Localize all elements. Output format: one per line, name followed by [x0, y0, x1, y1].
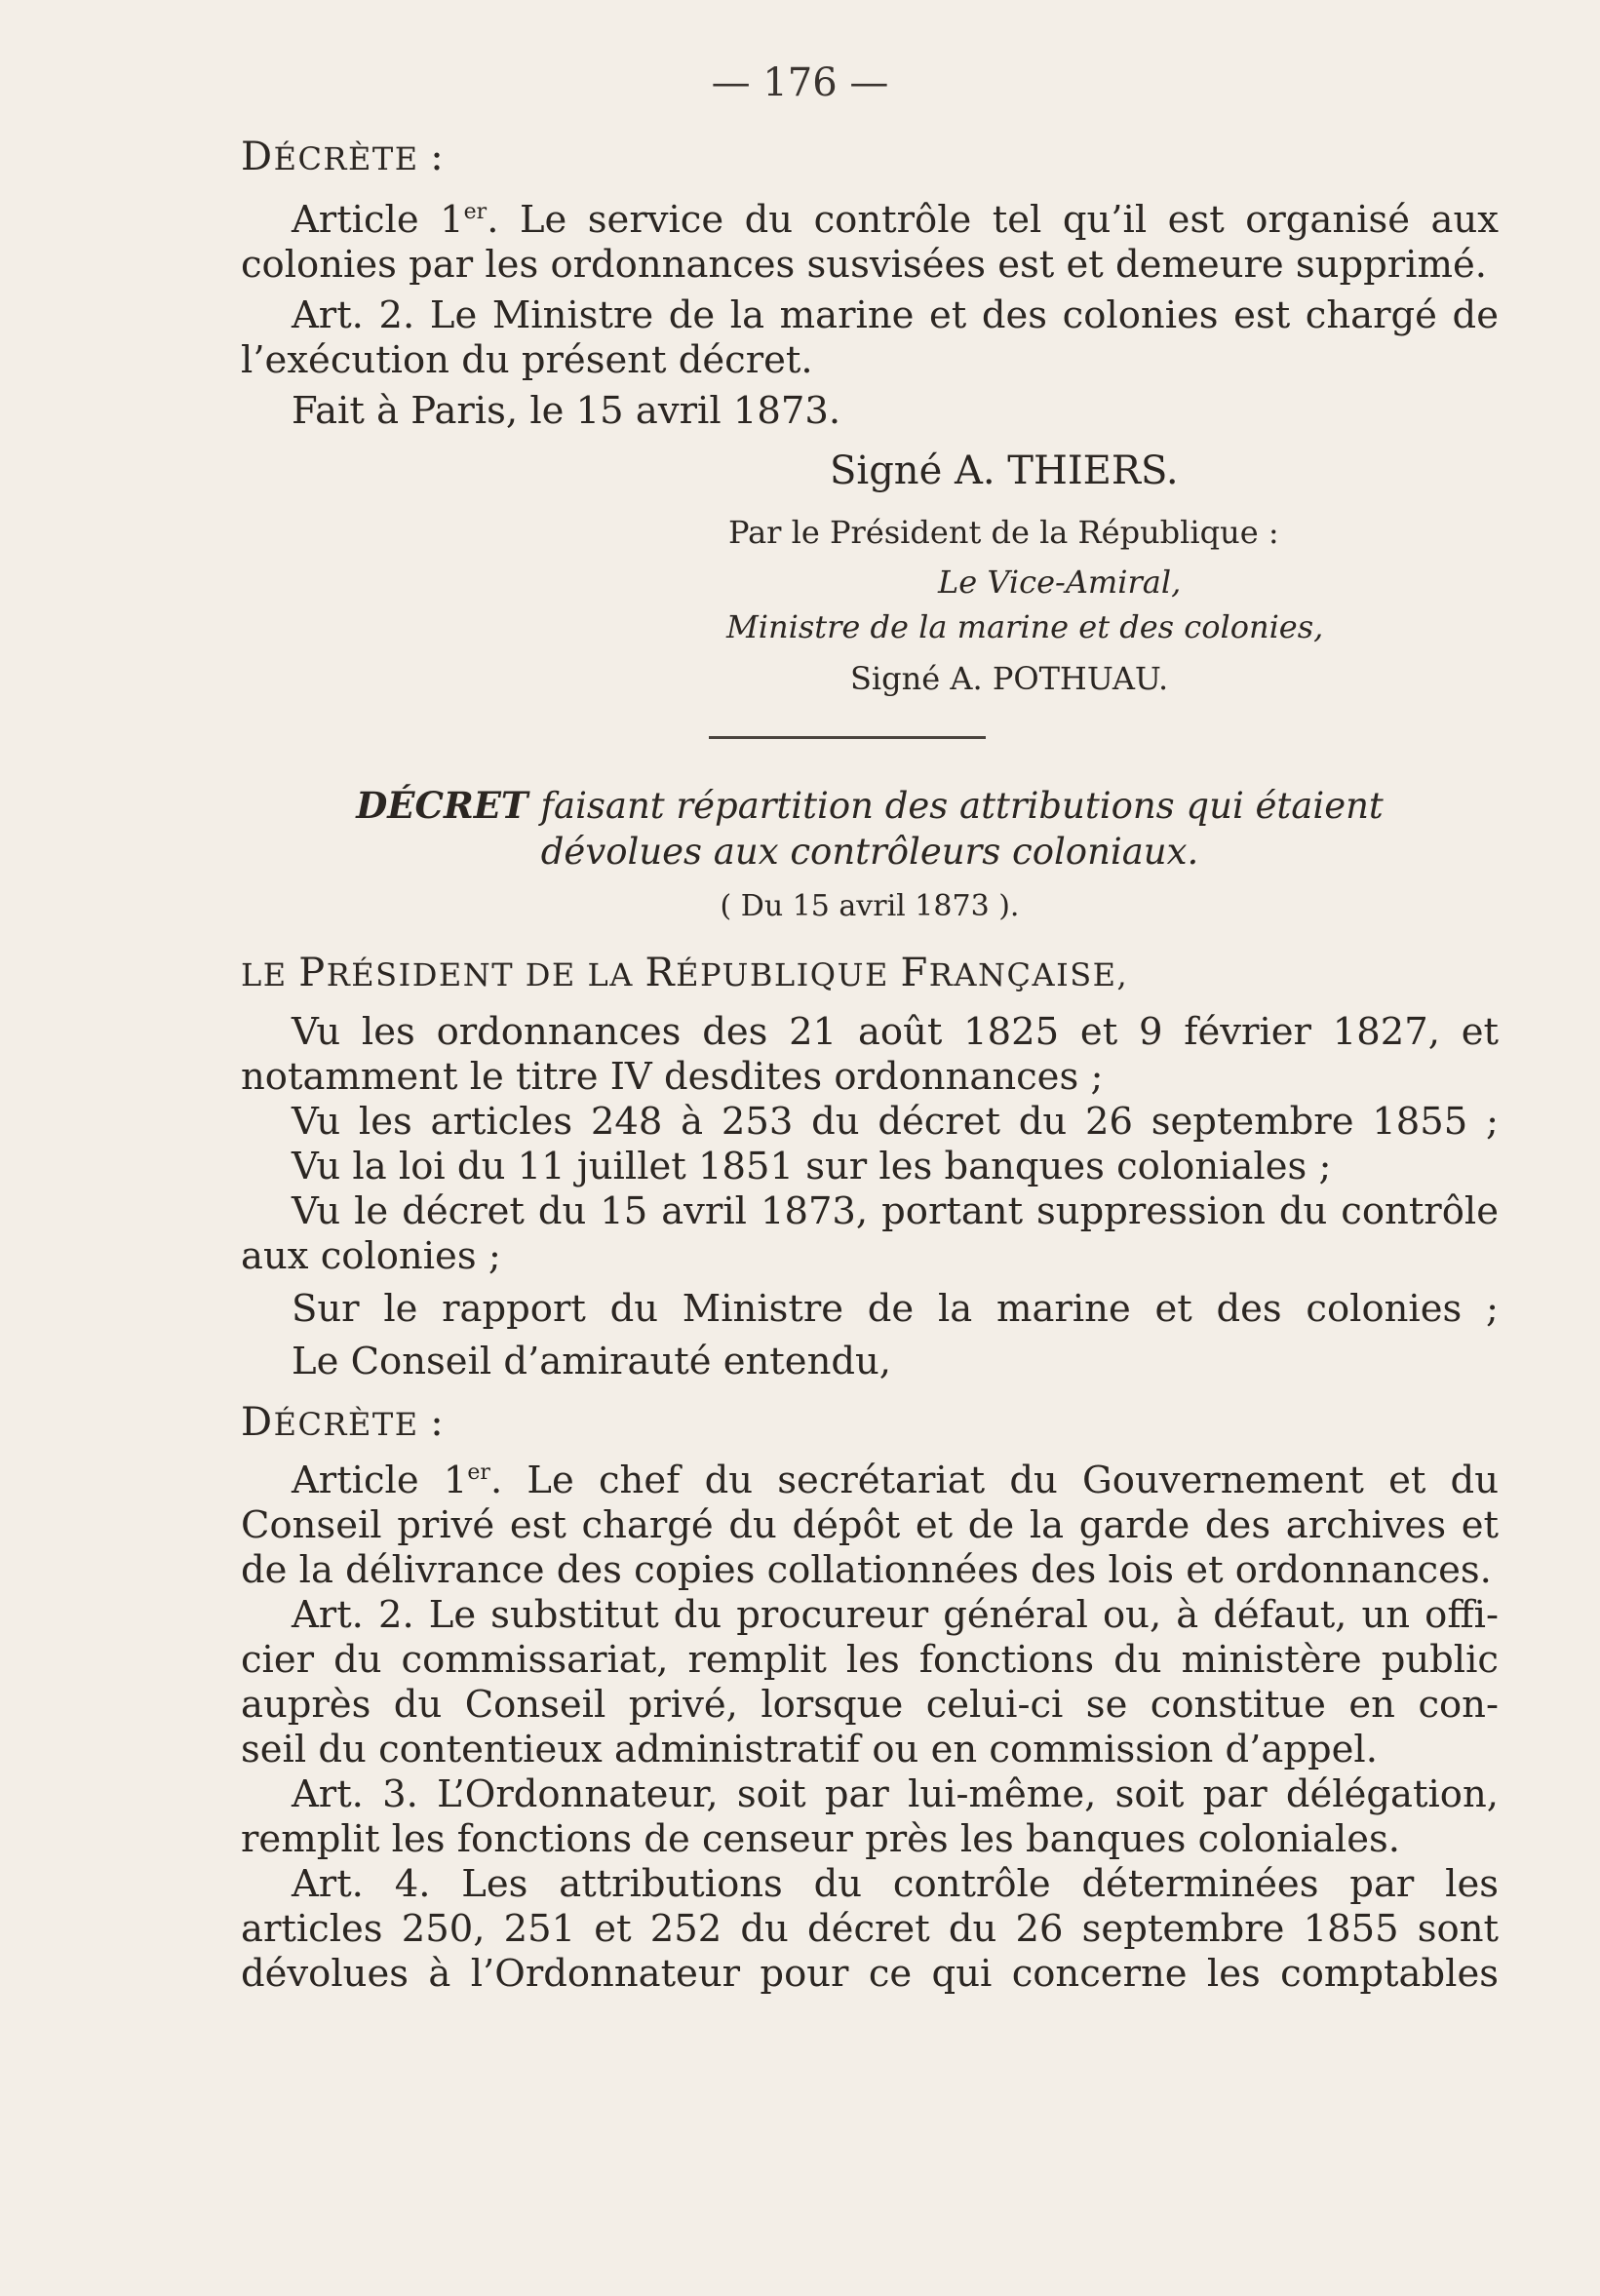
articles: [241, 1459, 1499, 1997]
text-line: Art. 2. Le substitut du procureur général ou, à défaut, un offi-: [292, 1593, 1499, 1637]
decree-title-line-2: dévolues aux contrôleurs coloniaux.: [540, 831, 1199, 873]
text-line: Sur le rapport du Ministre de la marine et des colonies ;: [292, 1287, 1499, 1331]
text-line: Art. 3. L’Ordonnateur, soit par lui-même, soit par délégation,: [292, 1772, 1499, 1816]
text-line: remplit les fonctions de censeur près les banques coloniales.: [241, 1817, 1401, 1861]
text-line: l’exécution du présent décret.: [241, 338, 813, 382]
decree-title-bold: DÉCRET: [356, 784, 528, 827]
vu-list: [241, 1010, 1499, 1384]
text-line: seil du contentieux administratif ou en commission d’appel.: [241, 1728, 1378, 1771]
article-1-top: [241, 198, 1499, 288]
text-line: de la délivrance des copies collationnées des lois et ordonnances.: [241, 1548, 1492, 1592]
fait-a-paris: [241, 389, 1499, 434]
text-line: Fait à Paris, le 15 avril 1873.: [292, 389, 841, 433]
text-line: Vu le décret du 15 avril 1873, portant suppression du contrôle: [292, 1189, 1499, 1233]
text-line: colonies par les ordonnances susvisées est et demeure supprimé.: [241, 243, 1488, 287]
decrete-heading-2: DÉCRÈTE :: [241, 1400, 446, 1445]
text-line: notamment le titre IV desdites ordonnances ;: [241, 1055, 1104, 1099]
signature-thiers: Signé A. THIERS.: [830, 448, 1179, 493]
text-line: aux colonies ;: [241, 1234, 501, 1278]
text-line: Article 1er. Le service du contrôle tel qu’il est organisé aux: [292, 198, 1499, 242]
decrete-heading-1: DÉCRÈTE :: [241, 135, 446, 179]
text-line: dévolues à l’Ordonnateur pour ce qui concerne les comptables: [241, 1952, 1499, 1996]
text-line: Le Conseil d’amirauté entendu,: [292, 1340, 892, 1383]
text-line: cier du commissariat, remplit les fonctions du ministère public: [241, 1638, 1499, 1682]
section-divider: [709, 736, 986, 739]
decree-title-line-1: faisant répartition des attributions qui étaient: [540, 785, 1384, 827]
article-2-top: [241, 293, 1499, 383]
text-line: articles 250, 251 et 252 du décret du 26 septembre 1855 sont: [241, 1907, 1499, 1951]
text-line: Conseil privé est chargé du dépôt et de la garde des archives et: [241, 1503, 1499, 1547]
text-line: Art. 4. Les attributions du contrôle déterminées par les: [292, 1862, 1499, 1906]
vice-amiral: Le Vice-Amiral,: [938, 564, 1182, 601]
decree-title: [241, 783, 1499, 875]
president-heading: LE PRÉSIDENT DE LA RÉPUBLIQUE FRANÇAISE,: [241, 951, 1129, 995]
page-number: — 176 —: [711, 60, 889, 105]
text-line: Vu les articles 248 à 253 du décret du 26 septembre 1855 ;: [292, 1100, 1499, 1144]
text-line: Vu la loi du 11 juillet 1851 sur les banques coloniales ;: [292, 1145, 1332, 1188]
ministre-title: Ministre de la marine et des colonies,: [726, 608, 1324, 645]
par-le-president: Par le Président de la République :: [728, 514, 1279, 551]
text-line: Vu les ordonnances des 21 août 1825 et 9 février 1827, et: [292, 1010, 1499, 1054]
text-line: Article 1er. Le chef du secrétariat du Gouvernement et du: [292, 1459, 1499, 1502]
decree-date: ( Du 15 avril 1873 ).: [720, 889, 1020, 923]
text-line: Art. 2. Le Ministre de la marine et des colonies est chargé de: [292, 293, 1499, 337]
text-line: auprès du Conseil privé, lorsque celui-ci se constitue en con-: [241, 1683, 1499, 1727]
signature-pothuau: Signé A. POTHUAU.: [850, 660, 1169, 697]
